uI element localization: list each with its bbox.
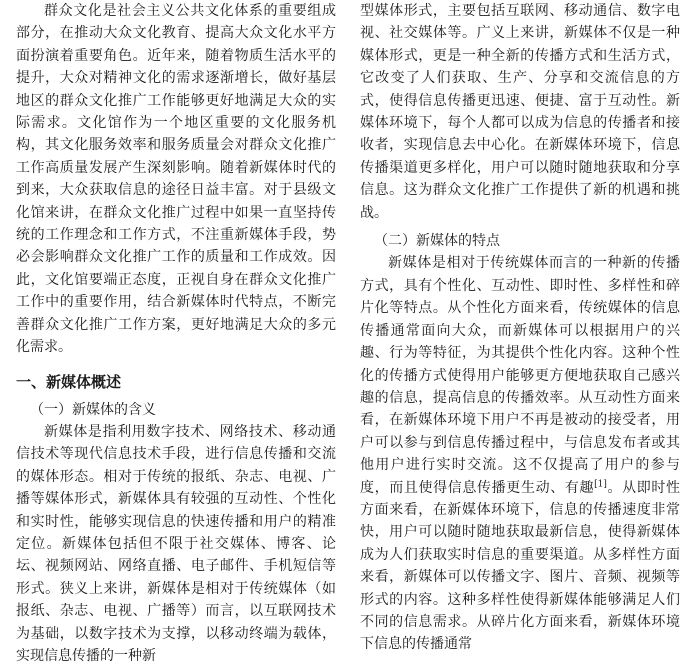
- subsection-heading-definition: （一）新媒体的含义: [30, 401, 156, 418]
- section-heading: 一、新媒体概述: [16, 372, 122, 391]
- features-text-b: 。从即时性方面来看，在新媒体环境下，信息的传播速度非常快，用户可以随时随地获取最新信息，使得新媒体成为人们获取实时信息的重要渠道。从多样性方面来看，新媒体可以传播文字、图片、音频、视频等形式的内容。这种多样性使得新媒体能够满足人们不同的信息需求。从碎片化方面来看，新媒体环境下信息的传播通常: [360, 479, 681, 653]
- right-column: [360, 0, 680, 656]
- citation-marker: [1]: [594, 478, 607, 489]
- features-paragraph: [360, 252, 680, 655]
- subsection-heading-features: （二）新媒体的特点: [374, 233, 500, 250]
- definition-paragraph-continued: 型媒体形式，主要包括互联网、移动通信、数字电视、社交媒体等。广义上来讲，新媒体不仅是一种媒体形式，更是一种全新的传播方式和生活方式，它改变了人们获取、生产、分享和交流信息的方式，使得信息传播更迅速、便捷、富于互动性。新媒体环境下，每个人都可以成为信息的传播者和接收者，实现信息去中心化。在新媒体环境下，信息传播渠道更多样化，用户可以随时随地获取和分享信息。这为群众文化推广工作提供了新的机遇和挑战。: [360, 3, 680, 221]
- intro-paragraph: 群众文化是社会主义公共文化体系的重要组成部分，在推动大众文化教育、提高大众文化水平方面扮演着重要角色。近年来，随着物质生活水平的提升，大众对精神文化的需求逐渐增长，做好基层地区的群众文化推广工作能够更好地满足大众的实际需求。文化馆作为一个地区重要的文化服务机构，其文化服务效率和服务质量会对群众文化推广工作高质量发展产生深刻影响。随着新媒体时代的到来，大众获取信息的途径日益丰富。对于县级文化馆来讲，在群众文化推广过程中如果一直坚持传统的工作理念和工作方式，不注重新媒体手段，势必会影响群众文化推广工作的质量和工作成效。因此，文化馆要端正态度，正视自身在群众文化推广工作中的重要作用，结合新媒体时代特点，不断完善群众文化推广工作方案，更好地满足大众的多元化需求。: [16, 3, 336, 356]
- left-column: [16, 0, 336, 667]
- definition-paragraph: 新媒体是指利用数字技术、网络技术、移动通信技术等现代信息技术手段，进行信息传播和交流的媒体形态。相对于传统的报纸、杂志、电视、广播等媒体形式，新媒体具有较强的互动性、个性化和实时性，能够实现信息的快速传播和用户的精准定位。新媒体包括但不限于社交媒体、博客、论坛、视频网站、网络直播、电子邮件、手机短信等形式。狭义上来讲，新媒体是相对于传统媒体（如报纸、杂志、电视、广播等）而言，以互联网技术为基础，以数字技术为支撑，以移动终端为载体，实现信息传播的一种新: [16, 423, 336, 664]
- features-text-a: 新媒体是相对于传统媒体而言的一种新的传播方式，具有个性化、互动性、即时性、多样性和碎片化等特点。从个性化方面来看，传统媒体的信息传播通常面向大众，而新媒体可以根据用户的兴趣、行为等特征，为其提供个性化内容。这种个性化的传播方式使得用户能够更方便地获取自己感兴趣的信息，提高信息的传播效率。从互动性方面来看，在新媒体环境下用户不再是被动的接受者，用户可以参与到信息传播过程中，与信息发布者或其他用户进行实时交流。这不仅提高了用户的参与度，而且使得信息传播更生动、有趣: [360, 255, 680, 496]
